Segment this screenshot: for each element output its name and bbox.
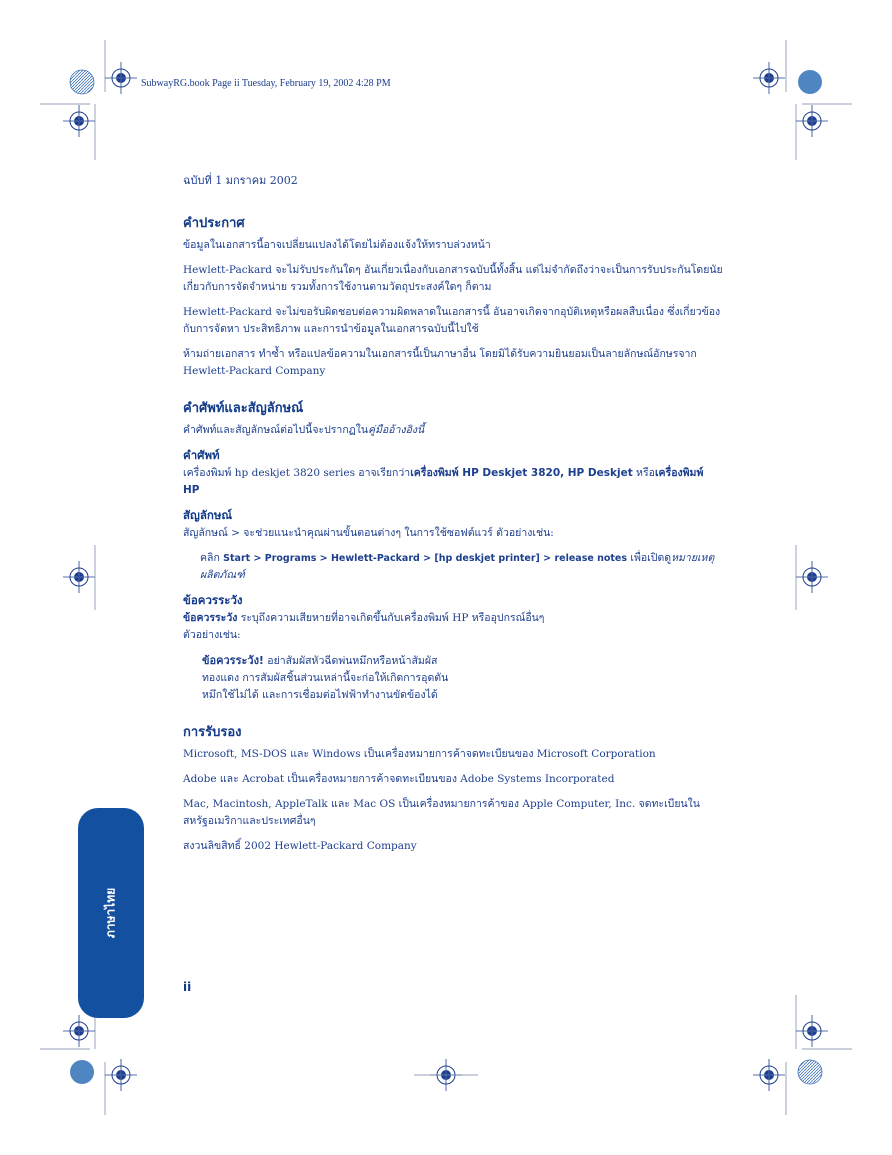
registration-disc-icon xyxy=(798,70,822,94)
example-menu-path: Start > Programs > Hewlett-Packard > [hp deskjet printer] > release notes xyxy=(223,553,628,564)
notice-paragraph: ห้ามถ่ายเอกสาร ทำซ้ำ หรือแปลข้อความในเอกสารนี้เป็นภาษาอื่น โดยมิได้รับความยินยอมเป็นลายลักษณ์อักษรจาก Hewlett-Packard Company xyxy=(183,348,697,377)
page-content xyxy=(183,172,723,863)
example-italic: หมายเหตุผลิตภัณฑ์ xyxy=(200,552,715,581)
registration-disc-icon xyxy=(70,70,94,94)
caution-example-text: อย่าสัมผัสหัวฉีดพ่นหมึกหรือหน้าสัมผัส xyxy=(263,655,438,667)
terms-intro-italic: คู่มืออ้างอิงนี้ xyxy=(368,424,425,436)
notice-paragraph: Hewlett-Packard จะไม่รับประกันใดๆ อันเกี่ยวเนื่องกับเอกสารฉบับนี้ทั้งสิ้น แต่ไม่จำกัดถึงว่าจะเป็นการรับประกันโดยนัยเกี่ยวกับการจัดจำหน่าย รวมทั้งการใช้งานตามวัตถุประสงค์ใดๆ ก็ตาม xyxy=(183,264,723,293)
symbol-example xyxy=(183,550,723,584)
symbol-paragraph: สัญลักษณ์ > จะช่วยแนะนำคุณผ่านขั้นตอนต่างๆ ในการใช้ซอฟต์แวร์ ตัวอย่างเช่น: xyxy=(183,527,554,539)
side-tab-label: ภาษาไทย xyxy=(103,887,118,939)
symbol-subheading: สัญลักษณ์ xyxy=(183,508,233,522)
example-mid: เพื่อเปิดดู xyxy=(627,552,672,564)
registration-crosshair-icon xyxy=(796,561,828,593)
registration-crosshair-icon xyxy=(63,1015,95,1047)
notice-heading: คำประกาศ xyxy=(183,216,245,231)
terms-intro-text: คำศัพท์และสัญลักษณ์ต่อไปนี้จะปรากฏใน xyxy=(183,424,369,436)
trademark-paragraph: Microsoft, MS-DOS และ Windows เป็นเครื่องหมายการค้าจดทะเบียนของ Microsoft Corporation xyxy=(183,748,656,760)
terms-heading: คำศัพท์และสัญลักษณ์ xyxy=(183,401,304,416)
term-bold-short: เครื่องพิมพ์ HP xyxy=(183,467,704,496)
copyright-paragraph: สงวนลิขสิทธิ์ 2002 Hewlett-Packard Company xyxy=(183,840,417,852)
registration-crosshair-icon xyxy=(753,1059,785,1091)
terms-section xyxy=(183,400,723,704)
trademarks-section xyxy=(183,724,723,855)
caution-example-line: หมึกใช้ไม่ได้ และการเชื่อมต่อไฟฟ้าทำงานขัดข้องได้ xyxy=(202,689,438,701)
term-bold-name: เครื่องพิมพ์ HP Deskjet 3820, HP Deskjet xyxy=(410,467,633,479)
term-paragraph xyxy=(183,465,723,499)
terms-intro xyxy=(183,422,723,439)
caution-text: ระบุถึงความเสียหายที่อาจเกิดขึ้นกับเครื่องพิมพ์ HP หรืออุปกรณ์อื่นๆ xyxy=(237,612,545,624)
caution-paragraph xyxy=(183,610,723,627)
term-text: เครื่องพิมพ์ hp deskjet 3820 series อาจเรียกว่า xyxy=(183,467,411,479)
book-stamp: SubwayRG.book Page ii Tuesday, February 19, 2002 4:28 PM xyxy=(141,78,391,89)
caution-example-label: ตัวอย่างเช่น: xyxy=(183,629,241,641)
term-or: หรือ xyxy=(632,467,655,479)
registration-crosshair-icon xyxy=(63,105,95,137)
page-number: ii xyxy=(183,980,192,994)
registration-crosshair-icon xyxy=(753,62,785,94)
language-side-tab xyxy=(78,808,144,1018)
caution-example-line xyxy=(202,652,723,670)
registration-crosshair-icon xyxy=(63,561,95,593)
trademark-paragraph: Mac, Macintosh, AppleTalk และ Mac OS เป็นเครื่องหมายการค้าของ Apple Computer, Inc. จดทะเบียนในสหรัฐอเมริกาและประเทศอื่นๆ xyxy=(183,798,700,827)
registration-crosshair-icon xyxy=(796,1015,828,1047)
edition-date: ฉบับที่ 1 มกราคม 2002 xyxy=(183,174,298,187)
registration-crosshair-icon xyxy=(105,1059,137,1091)
term-subheading: คำศัพท์ xyxy=(183,448,220,462)
registration-disc-icon xyxy=(798,1060,822,1084)
notice-paragraph: ข้อมูลในเอกสารนี้อาจเปลี่ยนแปลงได้โดยไม่ต้องแจ้งให้ทราบล่วงหน้า xyxy=(183,239,491,251)
registration-crosshair-icon xyxy=(796,105,828,137)
trademarks-heading: การรับรอง xyxy=(183,725,242,740)
caution-example xyxy=(183,652,723,704)
notice-paragraph: Hewlett-Packard จะไม่ขอรับผิดชอบต่อความผิดพลาดในเอกสารนี้ อันอาจเกิดจากอุบัติเหตุหรือผลสืบเนื่อง ซึ่งเกี่ยวข้องกับการจัดหา ประสิทธิภาพ และการนำข้อมูลในเอกสารฉบับนี้ไปใช้ xyxy=(183,306,721,335)
example-click: คลิก xyxy=(200,552,224,564)
caution-example-bold: ข้อควรระวัง! xyxy=(202,654,264,667)
trademark-paragraph: Adobe และ Acrobat เป็นเครื่องหมายการค้าจดทะเบียนของ Adobe Systems Incorporated xyxy=(183,773,615,785)
registration-crosshair-icon xyxy=(105,62,137,94)
caution-example-line: ทองแดง การสัมผัสชิ้นส่วนเหล่านี้จะก่อให้เกิดการอุดตัน xyxy=(202,672,449,684)
caution-bold: ข้อควรระวัง xyxy=(183,612,238,624)
registration-disc-icon xyxy=(70,1060,94,1084)
caution-subheading: ข้อควรระวัง xyxy=(183,593,243,607)
